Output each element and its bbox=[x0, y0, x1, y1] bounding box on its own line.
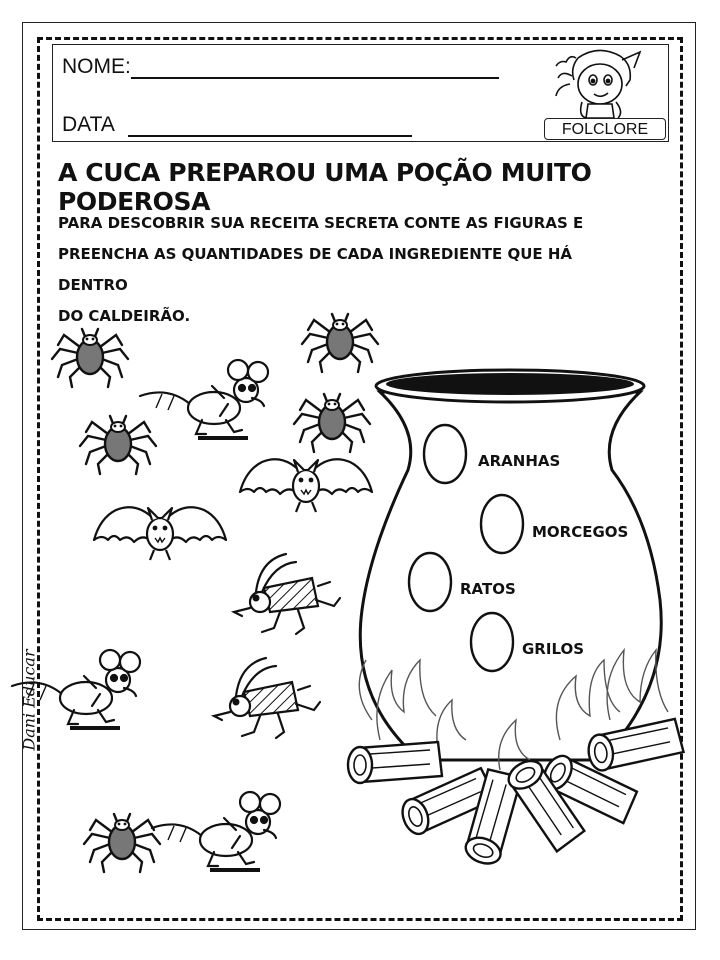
instruction-line: PARA DESCOBRIR SUA RECEITA SECRETA CONTE AS FIGURAS E bbox=[58, 214, 584, 232]
folclore-tag: FOLCLORE bbox=[544, 118, 666, 140]
instruction-line: PREENCHA AS QUANTIDADES DE CADA INGREDIENTE QUE HÁ DENTRO bbox=[58, 245, 573, 294]
cricket-icon bbox=[234, 554, 340, 634]
spider-icon bbox=[52, 329, 128, 387]
spider-icon bbox=[302, 314, 378, 372]
bat-icon bbox=[94, 507, 226, 560]
date-label: DATA bbox=[62, 113, 114, 136]
name-label: NOME: bbox=[62, 55, 131, 78]
cricket-icon bbox=[214, 658, 320, 738]
credit-label: Dani Educar bbox=[19, 649, 39, 751]
cauldron-icon bbox=[360, 370, 661, 760]
instruction-line: DO CALDEIRÃO. bbox=[58, 307, 191, 325]
spider-icon bbox=[80, 416, 156, 474]
aranhas-label: ARANHAS bbox=[478, 452, 561, 470]
ratos-label: RATOS bbox=[460, 580, 516, 598]
answer-oval[interactable] bbox=[481, 495, 523, 553]
spider-icon bbox=[84, 814, 160, 872]
page-title: A CUCA PREPAROU UMA POÇÃO MUITO PODEROSA bbox=[58, 158, 592, 216]
morcegos-label: MORCEGOS bbox=[532, 523, 629, 541]
grilos-label: GRILOS bbox=[522, 640, 585, 658]
mouse-icon bbox=[12, 650, 140, 728]
mouse-icon bbox=[140, 360, 268, 438]
answer-oval[interactable] bbox=[471, 613, 513, 671]
bat-icon bbox=[240, 459, 372, 512]
mouse-icon bbox=[152, 792, 280, 870]
answer-oval[interactable] bbox=[409, 553, 451, 611]
spider-icon bbox=[294, 394, 370, 452]
answer-oval[interactable] bbox=[424, 425, 466, 483]
